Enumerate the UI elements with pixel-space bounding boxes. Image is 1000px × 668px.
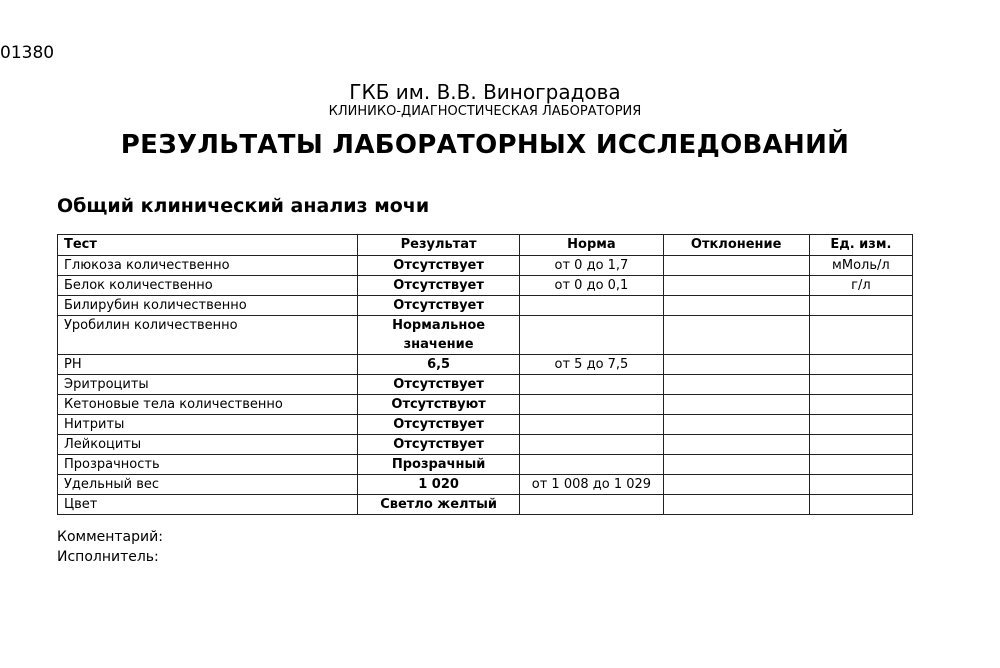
table-row — [58, 256, 913, 276]
cell-result: Светло желтый — [357, 495, 519, 515]
cell-result: Нормальное значение — [357, 316, 519, 355]
cell-norm — [520, 455, 663, 475]
cell-unit — [809, 316, 912, 355]
cell-norm — [520, 495, 663, 515]
cell-test: Глюкоза количественно — [58, 256, 358, 276]
cell-test: Билирубин количественно — [58, 296, 358, 316]
table-row — [58, 276, 913, 296]
cell-unit: мМоль/л — [809, 256, 912, 276]
cell-unit — [809, 395, 912, 415]
header-norm: Норма — [520, 235, 663, 256]
cell-deviation — [663, 495, 809, 515]
cell-deviation — [663, 455, 809, 475]
cell-deviation — [663, 256, 809, 276]
cell-unit — [809, 375, 912, 395]
cell-deviation — [663, 435, 809, 455]
section-title: Общий клинический анализ мочи — [57, 195, 430, 217]
cell-deviation — [663, 415, 809, 435]
cell-norm — [520, 296, 663, 316]
table-header-row — [58, 235, 913, 256]
cell-result: 6,5 — [357, 355, 519, 375]
header-deviation: Отклонение — [663, 235, 809, 256]
organization-name: ГКБ им. В.В. Виноградова — [349, 80, 621, 104]
cell-unit — [809, 435, 912, 455]
header-test: Тест — [58, 235, 358, 256]
cell-test: Кетоновые тела количественно — [58, 395, 358, 415]
cell-deviation — [663, 296, 809, 316]
table-row — [58, 455, 913, 475]
page-title: РЕЗУЛЬТАТЫ ЛАБОРАТОРНЫХ ИССЛЕДОВАНИЙ — [120, 130, 850, 160]
cell-result: Отсутствует — [357, 256, 519, 276]
table-row — [58, 415, 913, 435]
cell-result: Отсутствует — [357, 276, 519, 296]
table-row — [58, 296, 913, 316]
cell-test: Уробилин количественно — [58, 316, 358, 355]
cell-norm — [520, 395, 663, 415]
cell-test: Прозрачность — [58, 455, 358, 475]
table-row — [58, 316, 913, 355]
cell-norm — [520, 316, 663, 355]
cell-result: Отсутствует — [357, 415, 519, 435]
cell-unit — [809, 475, 912, 495]
comment-label: Комментарий: — [57, 529, 163, 545]
table-row — [58, 375, 913, 395]
cell-unit — [809, 355, 912, 375]
cell-test: Белок количественно — [58, 276, 358, 296]
cell-test: Лейкоциты — [58, 435, 358, 455]
executor-label: Исполнитель: — [57, 549, 159, 565]
cell-unit — [809, 455, 912, 475]
table-row — [58, 435, 913, 455]
cell-norm: от 0 до 1,7 — [520, 256, 663, 276]
cell-unit — [809, 495, 912, 515]
cell-norm — [520, 375, 663, 395]
cell-test: Эритроциты — [58, 375, 358, 395]
cell-deviation — [663, 316, 809, 355]
cell-deviation — [663, 355, 809, 375]
results-table — [57, 234, 913, 515]
cell-deviation — [663, 475, 809, 495]
cell-norm — [520, 435, 663, 455]
cell-result: Отсутствует — [357, 435, 519, 455]
cell-result: Отсутствует — [357, 375, 519, 395]
cell-unit: г/л — [809, 276, 912, 296]
cell-norm: от 0 до 0,1 — [520, 276, 663, 296]
cell-result: Прозрачный — [357, 455, 519, 475]
header-unit: Ед. изм. — [809, 235, 912, 256]
table-row — [58, 395, 913, 415]
document-id: 01380 — [0, 43, 55, 63]
cell-unit — [809, 415, 912, 435]
table-row — [58, 355, 913, 375]
cell-test: Нитриты — [58, 415, 358, 435]
table-row — [58, 475, 913, 495]
cell-norm — [520, 415, 663, 435]
cell-norm: от 1 008 до 1 029 — [520, 475, 663, 495]
cell-deviation — [663, 395, 809, 415]
cell-result: Отсутствует — [357, 296, 519, 316]
cell-test: PH — [58, 355, 358, 375]
cell-unit — [809, 296, 912, 316]
table-row — [58, 495, 913, 515]
header-result: Результат — [357, 235, 519, 256]
cell-deviation — [663, 375, 809, 395]
cell-deviation — [663, 276, 809, 296]
department-name: КЛИНИКО-ДИАГНОСТИЧЕСКАЯ ЛАБОРАТОРИЯ — [328, 104, 642, 119]
cell-norm: от 5 до 7,5 — [520, 355, 663, 375]
cell-test: Удельный вес — [58, 475, 358, 495]
cell-test: Цвет — [58, 495, 358, 515]
cell-result: 1 020 — [357, 475, 519, 495]
cell-result: Отсутствуют — [357, 395, 519, 415]
